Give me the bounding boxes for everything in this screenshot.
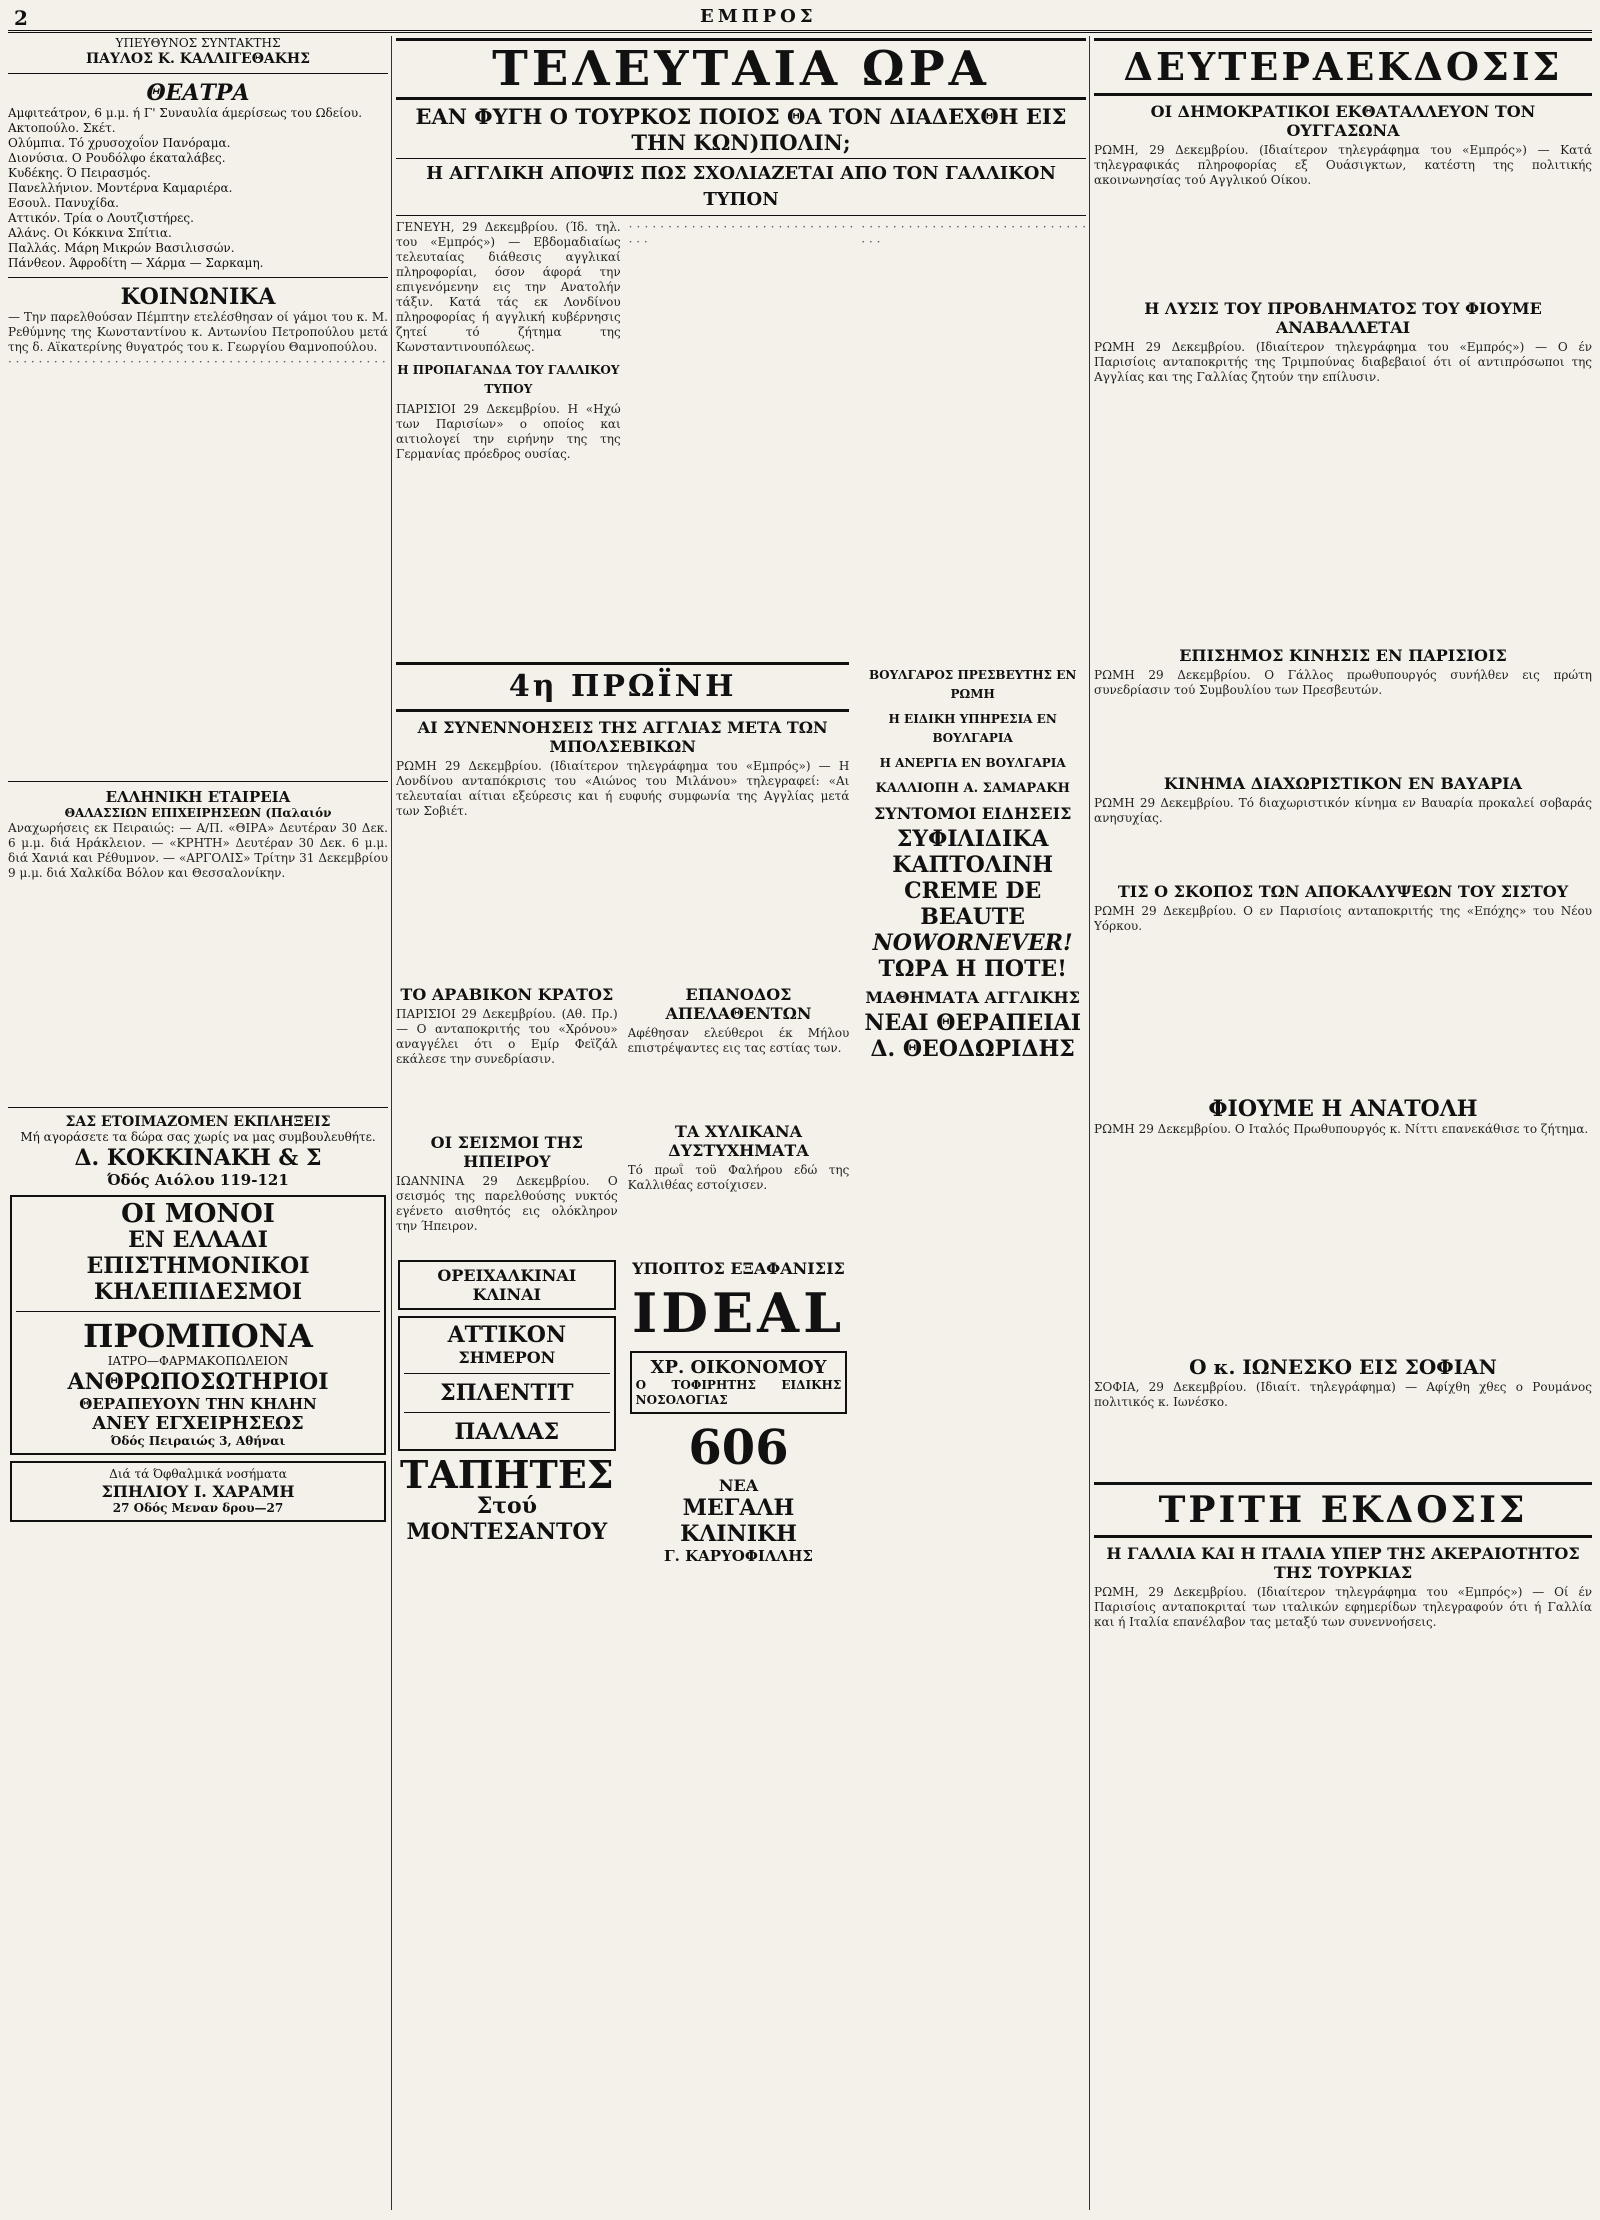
headline: Η ΑΓΓΛΙΚΗ ΑΠΟΨΙΣ ΠΩΣ ΣΧΟΛΙΑΖΕΤΑΙ ΑΠΟ ΤΟΝ ΓΑΛΛΙΚΟΝ ΤΥΠΟΝ — [396, 159, 1086, 216]
ad-subtitle: Ο ΤΟΦΙΡΗΤΗΣ ΕΙΔΙΚΗΣ ΝΟΣΟΛΟΓΙΑΣ — [635, 1378, 842, 1407]
ad-subtitle: ΙΑΤΡΟ—ΦΑΡΜΑΚΟΠΩΛΕΙΟΝ — [107, 1354, 289, 1368]
article-subhead: Η ΑΝΕΡΓΙΑ ΕΝ ΒΟΥΛΓΑΡΙΑ — [879, 756, 1066, 770]
center-column — [396, 36, 1086, 2210]
article-text: ΠΑΡΙΣΙΟΙ 29 Δεκεμβρίου. (Αθ. Πρ.) — Ο ανταποκριτής του «Χρόνου» αναγγέλει ότι ο Εμίρ Φεϊζάλ εκάλεσε την συνεδρίασιν. — [396, 1007, 618, 1066]
article-text: ΡΩΜΗ 29 Δεκεμβρίου. Ο Γάλλος πρωθυπουργός συνήλθεν εις πρώτη συνεδρίασιν τού Συμβουλίου των Πρεσβευτών. — [1094, 668, 1592, 697]
ad-doctor — [630, 1351, 848, 1414]
column-divider — [1089, 36, 1090, 2210]
ad-brand: ΠΡΟΜΠΟΝΑ — [83, 1317, 313, 1355]
list-item: Αττικόν. Τρία ο Λουτζιστήρες. — [8, 211, 194, 225]
ad-text: ΘΕΡΑΠΕΥΟΥΝ ΤΗΝ ΚΗΛΗΝ — [79, 1395, 317, 1413]
ad-line: ΕΝ ΕΛΛΑΔΙ — [128, 1227, 268, 1253]
article-subhead: ΤΑ ΧΥΛΙΚΑΝΑ ΔΥΣΤΥΧΗΜΑΤΑ — [668, 1122, 809, 1160]
ellhniki-subtitle: ΘΑΛΑΣΣΙΩΝ ΕΠΙΧΕΙΡΗΣΕΩΝ (Παλαιόν — [64, 806, 332, 820]
ellhniki-text: Αναχωρήσεις εκ Πειραιώς: — Α/Π. «ΘΙΡΑ» Δευτέραν 30 Δεκ. 6 μ.μ. διά Ηράκλειον. — «ΚΡΗΤΗ» Δευτέραν 30 Δεκ. 6 μ.μ. διά Χανιά και Ρέθυμνον. — «ΑΡΓΟΛΙΣ» Τρίτην 31 Δεκεμβρίου 9 μ.μ. διά Χαλκίδα Βόλον και Θεσσαλονίκην. — [8, 821, 388, 880]
article-text: ΡΩΜΗ 29 Δεκεμβρίου. Ο Ιταλός Πρωθυπουργός κ. Νίττι επανεκάθισε το ζήτημα. — [1094, 1122, 1589, 1136]
article-text: ΓΕΝΕΥΗ, 29 Δεκεμβρίου. (Ίδ. τηλ. του «Εμπρός») — Εβδομαδιαίως τελευταίας διάθεσις αγγλικαί πληροφορίαι, όσον άφορά την επιγενόμενην εις την Ανατολήν τάξιν. Κατά τάς εκ Λονδίνου πληροφορίας ή αγγλική κυβέρνησις ζητεί τό ζήτημα της Κωνσταντινουπόλεως. — [396, 220, 621, 354]
article-text: ΣΟΦΙΑ, 29 Δεκεμβρίου. (Ιδιαίτ. τηλεγράφημα) — Αφίχθη χθες ο Ρουμάνος πολιτικός κ. Ιωνέσκο. — [1094, 1380, 1592, 1409]
article-text-continued: · · · · · · · · · · · · · · · · · · · · · · · · · · · · · · · · — [861, 220, 1086, 249]
article-text: ΠΑΡΙΣΙΟΙ 29 Δεκεμβρίου. Η «Ηχώ των Παρισίων» ο οποίος και αιτιολογεί την ειρήνην της της Γερμανίας πρόεδρος ουσίας. — [396, 402, 621, 461]
headline: ΕΑΝ ΦΥΓΗ Ο ΤΟΥΡΚΟΣ ΠΟΙΟΣ ΘΑ ΤΟΝ ΔΙΑΔΕΧΘΗ ΕΙΣ ΤΗΝ ΚΩΝ)ΠΟΛΙΝ; — [396, 102, 1086, 159]
article-subhead: ΑΙ ΣΥΝΕΝΝΟΗΣΕΙΣ ΤΗΣ ΑΓΓΛΙΑΣ ΜΕΤΑ ΤΩΝ ΜΠΟΛΣΕΒΙΚΩΝ — [417, 718, 828, 756]
social-text: — Την παρελθούσαν Πέμπτην ετελέσθησαν οί γάμοι του κ. Μ. Ρεθύμνης της Κωνσταντίνου κ. Αντωνίου Πετροπούλου μετά της δ. Αϊκατερίνης θυγατρός του κ. Γεωργίου Θαμνοπούλου. — [8, 310, 388, 354]
ad-subtitle: ΣΗΜΕΡΟΝ — [458, 1348, 556, 1367]
ad-606: 606 — [688, 1420, 789, 1476]
list-item: Κυδέκης. Ό Πειρασμός. — [8, 166, 151, 180]
social-title: ΚΟΙΝΩΝΙΚΑ — [120, 284, 276, 310]
editor-name: ΠΑΥΛΟΣ Κ. ΚΑΛΛΙΓΕΘΑΚΗΣ — [85, 51, 311, 67]
list-item: Παλλάς. Μάρη Μικρών Βασιλισσών. — [8, 241, 235, 255]
ad-syph: ΣΥΦΙΛΙΔΙΚΑ — [896, 826, 1049, 852]
ad-clinic: ΜΕΓΑΛΗ ΚΛΙΝΙΚΗ — [680, 1495, 797, 1547]
article-subhead: Η ΛΥΣΙΣ ΤΟΥ ΠΡΟΒΛΗΜΑΤΟΣ ΤΟΥ ΦΙΟΥΜΕ ΑΝΑΒΑΛΛΕΤΑΙ — [1144, 299, 1542, 337]
list-item: Αμφιτεάτρον, 6 μ.μ. ή Γ' Συναυλία άμερίσεως του Ωδείου. — [8, 106, 363, 120]
paper-name: ΕΜΠΡΟΣ — [700, 6, 817, 27]
article-text: ΡΩΜΗ 29 Δεκεμβρίου. Τό διαχωριστικόν κίνημα εν Βαυαρία προκαλεί σοβαράς ανησυχίας. — [1094, 796, 1592, 825]
ad-line: ΚΗΛΕΠΙΔΕΣΜΟΙ — [93, 1279, 302, 1305]
list-item: Πάνθεον. Άφροδίτη — Χάρμα — Σαρκαμη. — [8, 256, 264, 270]
article-text: ΡΩΜΗ, 29 Δεκεμβρίου. (Ιδιαίτερον τηλεγράφημα του «Εμπρός») — Οί έν Παρισίοις ανταποκριταί των ιταλικών εφημερίδων τηλεγραφούν ότι ή Γαλλία και ή Ιταλία επανέλαβον τας μεταξύ των συνεννοήσεις. — [1094, 1585, 1592, 1629]
article-text: ΙΩΑΝΝΙΝΑ 29 Δεκεμβρίου. Ο σεισμός της παρελθούσης νυκτός εγένετο αισθητός εις ολόκληρον την Ήπειρον. — [396, 1174, 618, 1233]
ad-line: ΟΙ ΜΟΝΟΙ — [121, 1199, 275, 1229]
ad-doctor-name: Γ. ΚΑΡΥΟΦΙΛΛΗΣ — [664, 1547, 813, 1565]
ad-montesantou: Στού ΜΟΝΤΕΣΑΝΤΟΥ — [406, 1493, 608, 1545]
article-subhead: ΕΠΑΝΟΔΟΣ ΑΠΕΛΑΘΕΝΤΩΝ — [665, 985, 812, 1023]
ad-kaptoline: ΚΑΠΤΟΛΙΝΗ — [892, 852, 1054, 878]
ad-title: ΑΤΤΙΚΟΝ — [447, 1322, 567, 1348]
list-item: Πανελλήνιον. Μοντέρνα Καμαριέρα. — [8, 181, 233, 195]
article-text: ΡΩΜΗ, 29 Δεκεμβρίου. (Ιδιαίτερον τηλεγράφημα του «Εμπρός») — Κατά τηλεγραφικάς πληροφορίας εξ Ουάσιγκτων, κατέστη της πολιτικής ακοινωνησίας τού Αγγλικού Οίκου. — [1094, 143, 1592, 187]
left-column — [8, 36, 388, 2210]
section-title: ΔΕΥΤΕΡΑΕΚΔΟΣΙΣ — [1094, 38, 1592, 96]
ad-text: Διά τά Όφθαλμικά νοσήματα — [109, 1467, 287, 1481]
article-subhead: Ο κ. ΙΩΝΕΣΚΟ ΕΙΣ ΣΟΦΙΑΝ — [1189, 1355, 1497, 1379]
ad-text: ΑΝΕΥ ΕΓΧΕΙΡΗΣΕΩΣ — [92, 1413, 304, 1434]
ad-english: ΜΑΘΗΜΑΤΑ ΑΓΓΛΙΚΗΣ — [865, 988, 1080, 1007]
list-item: Ακτοπούλο. Σκέτ. — [8, 121, 116, 135]
ad-title: ΠΑΛΛΑΣ — [454, 1419, 560, 1445]
article-subhead: ΚΙΝΗΜΑ ΔΙΑΧΩΡΙΣΤΙΚΟΝ ΕΝ ΒΑΥΑΡΙΑ — [1163, 774, 1523, 793]
article-text: Τό πρωΐ τοϋ Φαλήρου εδώ της Καλλιθέας εστοίχισεν. — [627, 1163, 850, 1192]
ad-title: ΧΡ. ΟΙΚΟΝΟΜΟΥ — [650, 1357, 827, 1378]
ellhniki-title: ΕΛΛΗΝΙΚΗ ΕΤΑΙΡΕΙΑ — [105, 788, 291, 806]
ad-kokkinaki-address: Όδός Αιόλου 119-121 — [107, 1171, 289, 1189]
article-subhead: ΕΠΙΣΗΜΟΣ ΚΙΝΗΣΙΣ ΕΝ ΠΑΡΙΣΙΟΙΣ — [1179, 646, 1507, 665]
ad-carpets: ΤΑΠΗΤΕΣ — [400, 1452, 614, 1497]
list-item: Διονύσια. Ο Ρουδόλφο έκαταλάβες. — [8, 151, 226, 165]
ad-title: ΟΡΕΙΧΑΛΚΙΝΑΙ ΚΛΙΝΑΙ — [437, 1266, 577, 1304]
theatres-list — [8, 106, 388, 271]
article-text-continued: · · · · · · · · · · · · · · · · · · · · · · · · · · · · · · · · — [628, 220, 854, 249]
article-subhead: Η ΕΙΔΙΚΗ ΥΠΗΡΕΣΙΑ ΕΝ ΒΟΥΛΓΑΡΙΑ — [888, 712, 1057, 745]
ad-surprises-text: Μή αγοράσετε τα δώρα σας χωρίς να μας συμβουλευθήτε. — [20, 1130, 376, 1144]
article-subhead: Η ΓΑΛΛΙΑ ΚΑΙ Η ΙΤΑΛΙΑ ΥΠΕΡ ΤΗΣ ΑΚΕΡΑΙΟΤΗΤΟΣ ΤΗΣ ΤΟΥΡΚΙΑΣ — [1106, 1544, 1580, 1582]
ad-tora: ΤΩΡΑ Η ΠΟΤΕ! — [878, 956, 1067, 982]
article-subhead: ΦΙΟΥΜΕ Η ΑΝΑΤΟΛΗ — [1208, 1096, 1478, 1122]
ad-surprises-title: ΣΑΣ ΕΤΟΙΜΑΖΟΜΕΝ ΕΚΠΛΗΞΕΙΣ — [65, 1114, 331, 1130]
ad-line: ΕΠΙΣΤΗΜΟΝΙΚΟΙ — [86, 1253, 310, 1279]
article-text: ΡΩΜΗ 29 Δεκεμβρίου. Ο εν Παρισίοις ανταποκριτής της «Επόχης» του Νέου Υόρκου. — [1094, 904, 1592, 933]
article-subhead: ΟΙ ΣΕΙΣΜΟΙ ΤΗΣ ΗΠΕΙΡΟΥ — [430, 1133, 583, 1171]
article-subhead: ΤΙΣ Ο ΣΚΟΠΟΣ ΤΩΝ ΑΠΟΚΑΛΥΨΕΩΝ ΤΟΥ ΣΙΣΤΟΥ — [1117, 882, 1569, 901]
theatres-title: ΘΕΑΤΡΑ — [146, 80, 250, 106]
page-number: 2 — [14, 6, 28, 30]
masthead — [0, 6, 1600, 28]
ad-new: ΝΕΑ — [718, 1476, 759, 1495]
ad-beds — [398, 1260, 616, 1310]
article-subhead: ΣΥΝΤΟΜΟΙ ΕΙΔΗΣΕΙΣ — [873, 804, 1072, 823]
ad-address: 27 Οδός Μεναν δρου—27 — [112, 1501, 284, 1515]
article-text: ΡΩΜΗ 29 Δεκεμβρίου. (Ιδιαίτερον τηλεγράφημα του «Εμπρός») — Ο έν Παρισίοις ανταποκριτής της Τριμπούνας διαβεβαιοί ότι οί αντιπρόσωποι της Αγγλίας και της Γαλλίας ζητούν την επίλυσιν. — [1094, 340, 1592, 384]
ad-name: ΣΠΗΛΙΟΥ Ι. ΧΑΡΑΜΗ — [101, 1482, 295, 1501]
article-subhead: Η ΠΡΟΠΑΓΑΝΔΑ ΤΟΥ ΓΑΛΛΙΚΟΥ ΤΥΠΟΥ — [397, 363, 620, 396]
ad-creme: CREME DE BEAUTE — [904, 878, 1042, 930]
list-item: Εσουλ. Πανυχίδα. — [8, 196, 119, 210]
section-title: ΤΕΛΕΥΤΑΙΑ ΩΡΑ — [396, 38, 1086, 100]
ad-nowor: NOWORNEVER! — [872, 930, 1073, 956]
article-subhead: ΟΙ ΔΗΜΟΚΡΑΤΙΚΟΙ ΕΚΘΑΤΑΛΛΕΥΟΝ ΤΟΝ ΟΥΓΓΑΣΩΝΑ — [1150, 102, 1536, 140]
ad-kokkinaki-name: Δ. ΚΟΚΚΙΝΑΚΗ & Σ — [74, 1145, 322, 1171]
ad-charami — [10, 1461, 386, 1522]
list-item: Ολύμπια. Τό χρυσοχοΐον Πανόραμα. — [8, 136, 231, 150]
ad-therapies: ΝΕΑΙ ΘΕΡΑΠΕΙΑΙ — [864, 1010, 1081, 1036]
lead-story — [396, 220, 1086, 660]
article-subhead: ΚΑΛΛΙΟΠΗ Α. ΣΑΜΑΡΑΚΗ — [875, 781, 1070, 796]
social-text-continued: · · · · · · · · · · · · · · · · · · · · · · · · · · · · · · · · · · · · · · · · · · · · · · · · · · — [8, 355, 386, 369]
ad-title: ΣΠΛΕΝΤΙΤ — [440, 1380, 574, 1406]
article-subhead: ΒΟΥΛΓΑΡΟΣ ΠΡΕΣΒΕΥΤΗΣ ΕΝ ΡΩΜΗ — [869, 668, 1077, 701]
right-column — [1094, 36, 1592, 2210]
article-subhead: ΥΠΟΠΤΟΣ ΕΞΑΦΑΝΙΣΙΣ — [632, 1259, 845, 1278]
ad-prompona — [10, 1195, 386, 1455]
article-text: ΡΩΜΗ 29 Δεκεμβρίου. (Ιδιαίτερον τηλεγράφημα του «Εμπρός») — Η Λονδίνου ανταπόκρισις του «Αιώνος του Μιλάνου» τηλεγραφεί: «Αι τελευταίαι αίτιαι εξεύρεσις και ή ευφυής συμφωνία της Αγγλίας μετά των Σοβιέτ. — [396, 759, 850, 818]
article-text: Αφέθησαν ελεύθεροι έκ Μήλου επιστρέψαντες εις τας εστίας των. — [627, 1026, 850, 1055]
list-item: Αλάνς. Οι Κόκκινα Σπίτια. — [8, 226, 172, 240]
article-subhead: ΤΟ ΑΡΑΒΙΚΟΝ ΚΡΑΤΟΣ — [400, 985, 614, 1004]
ad-ideal: IDEAL — [631, 1281, 846, 1345]
ad-attikon — [398, 1316, 616, 1451]
editor-label: ΥΠΕΥΘΥΝΟΣ ΣΥΝΤΑΚΤΗΣ — [115, 36, 281, 50]
section-title: ΤΡΙΤΗ ΕΚΔΟΣΙΣ — [1094, 1482, 1592, 1538]
top-rule — [8, 30, 1592, 33]
ad-shop: ΑΝΘΡΩΠΟΣΩΤΗΡΙΟΙ — [67, 1369, 329, 1395]
column-divider — [391, 36, 392, 2210]
section-title: 4η ΠΡΩΪΝΗ — [396, 662, 849, 712]
ad-address: Όδός Πειραιώς 3, Αθήναι — [110, 1434, 286, 1448]
ad-theod: Δ. ΘΕΟΔΩΡΙΔΗΣ — [870, 1036, 1075, 1062]
